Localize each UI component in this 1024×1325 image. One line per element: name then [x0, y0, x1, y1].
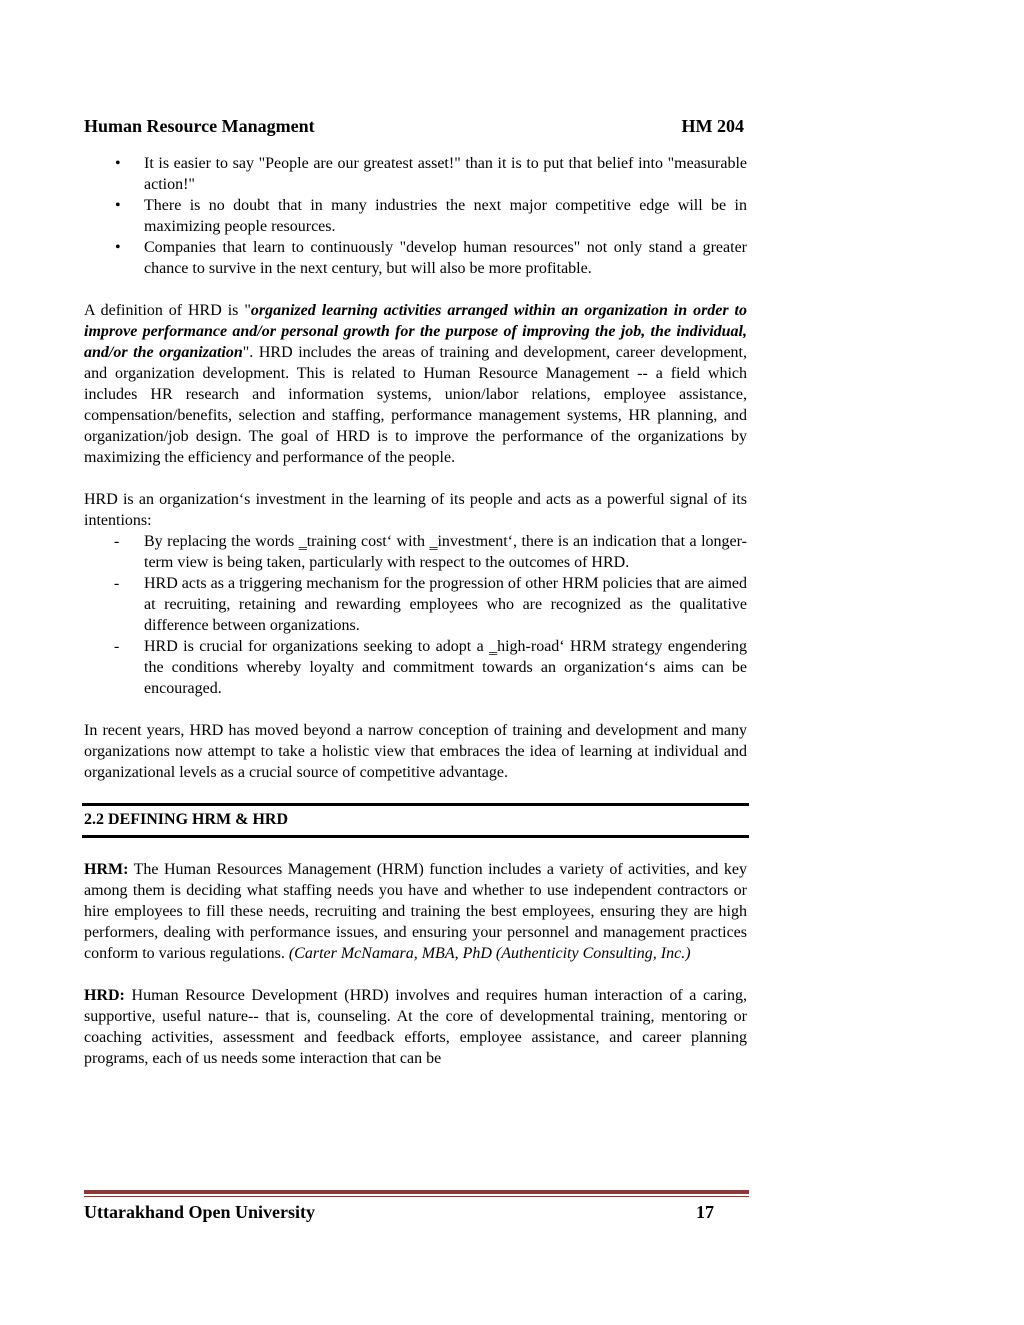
bullet-item: • Companies that learn to continuously "develop human resources" not only stand a greater chance to survive in the next century, but will also be more profitable. [115, 239, 747, 277]
dash-marker: - [114, 533, 120, 550]
university-name: Uttarakhand Open University [84, 1202, 316, 1222]
page-number: 17 [696, 1202, 714, 1222]
bullet-item: • There is no doubt that in many industries the next major competitive edge will be in maximizing people resources. [115, 197, 747, 235]
bullet-item: • It is easier to say "People are our greatest asset!" than it is to put that belief into "measurable action!" [115, 155, 747, 193]
footer-rule-thin [84, 1196, 749, 1197]
bullet-icon: • [115, 197, 121, 214]
hrd-label: HRD: [84, 987, 125, 1004]
hrm-citation: (Carter McNamara, MBA, PhD (Authenticity Consulting, Inc.) [288, 945, 691, 962]
hrd-paragraph: HRD: Human Resource Development (HRD) involves and requires human interaction of a caring, supportive, useful nature-- that is, counseling. At the core of developmental training, mentoring or coaching activities, assessment and feedback efforts, employee assistance, and career planning programs, each of us needs some interaction that can be [84, 987, 747, 1067]
page-body [84, 153, 747, 1069]
section-heading: 2.2 DEFINING HRM & HRD [82, 803, 749, 838]
dash-marker: - [114, 575, 120, 592]
hrm-paragraph: HRM: The Human Resources Management (HRM) function includes a variety of activities, and key among them is deciding what staffing needs you have and whether to use independent contractors or hire employees to fill these needs, recruiting and training the best employees, ensuring they are high performers, dealing with performance issues, and ensuring your personnel and management practices conform to various regulations. (Carter McNamara, MBA, PhD (Authenticity Consulting, Inc.) [84, 861, 747, 962]
dash-marker: - [114, 638, 120, 655]
footer-rule-thick [84, 1190, 749, 1194]
page-header [84, 115, 744, 137]
recent-paragraph: In recent years, HRD has moved beyond a narrow conception of training and development and many organizations now attempt to take a holistic view that embraces the idea of learning at individual and organizational levels as a crucial source of competitive advantage. [84, 722, 747, 781]
bullet-list [84, 153, 747, 279]
definition-emphasis: organized learning activities arranged within an organization in order to improve performance and/or personal growth for the purpose of improving the job, the individual, and/or the organization [84, 302, 747, 361]
definition-paragraph: A definition of HRD is "organized learning activities arranged within an organization in order to improve performance and/or personal growth for the purpose of improving the job, the individual, and/or the organization". HRD includes the areas of training and development, career development, and organization development. This is related to Human Resource Management -- a field which includes HR research and information systems, union/labor relations, employee assistance, compensation/benefits, selection and staffing, performance management systems, HR planning, and organization/job design. The goal of HRD is to improve the performance of the organizations by maximizing the efficiency and performance of the people. [84, 302, 748, 466]
dash-list [84, 531, 747, 699]
investment-intro: HRD is an organization‘s investment in the learning of its people and acts as a powerful signal of its intentions: [84, 491, 747, 529]
list-item: - HRD acts as a triggering mechanism for the progression of other HRM policies that are aimed at recruiting, retaining and rewarding employees who are recognized as the qualitative difference between organizations. [114, 575, 747, 634]
course-title: Human Resource Managment [84, 116, 315, 136]
list-item: - HRD is crucial for organizations seeking to adopt a ‗high-road‘ HRM strategy engendering the conditions whereby loyalty and commitment towards an organization‘s aims can be encouraged. [114, 638, 747, 697]
hrm-label: HRM: [84, 861, 129, 878]
course-code: HM 204 [681, 116, 744, 136]
bullet-icon: • [115, 155, 121, 172]
page-footer [84, 1201, 714, 1223]
list-item: - By replacing the words ‗training cost‘ with ‗investment‘, there is an indication that a longer-term view is being taken, particularly with respect to the outcomes of HRD. [114, 533, 747, 571]
bullet-icon: • [115, 239, 121, 256]
